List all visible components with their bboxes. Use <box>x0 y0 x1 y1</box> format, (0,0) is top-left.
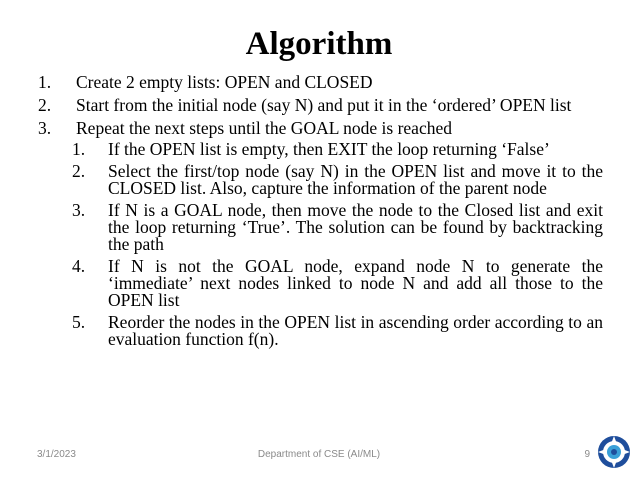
list-item <box>38 119 603 138</box>
slide-title: Algorithm <box>245 26 393 62</box>
step-number: 2. <box>38 95 52 115</box>
sub-list-item <box>72 258 603 309</box>
substep-number: 5. <box>72 312 86 332</box>
substep-number: 4. <box>72 256 86 276</box>
step-text: Start from the initial node (say N) and put it in the ‘ordered’ OPEN list <box>76 95 572 115</box>
algorithm-list <box>38 73 603 353</box>
footer-date: 3/1/2023 <box>37 449 76 460</box>
step-text: Repeat the next steps until the GOAL node is reached <box>76 118 452 138</box>
substep-text: Select the first/top node (say N) in the OPEN list and move it to the CLOSED list. Also, capture the information of the parent node <box>108 161 603 198</box>
sub-list-item <box>72 314 603 348</box>
substep-number: 1. <box>72 139 86 159</box>
substep-text: If the OPEN list is empty, then EXIT the loop returning ‘False’ <box>108 139 550 159</box>
list-item <box>38 73 603 92</box>
substep-text: If N is not the GOAL node, expand node N to generate the ‘immediate’ next nodes linked to node N and add all those to the OPEN list <box>108 256 603 310</box>
sub-list-item <box>72 202 603 253</box>
list-item <box>38 96 603 115</box>
sub-list-item <box>72 163 603 197</box>
substep-text: Reorder the nodes in the OPEN list in ascending order according to an evaluation function f(n). <box>108 312 603 349</box>
substep-text: If N is a GOAL node, then move the node to the Closed list and exit the loop returning ‘True’. The solution can be found by backtracking the path <box>108 200 603 254</box>
substep-number: 3. <box>72 200 86 220</box>
footer-page-number: 9 <box>584 449 590 460</box>
step-text: Create 2 empty lists: OPEN and CLOSED <box>76 72 373 92</box>
sub-list-item <box>72 141 603 158</box>
footer-department: Department of CSE (AI/ML) <box>257 449 381 460</box>
institution-logo-icon <box>596 432 632 472</box>
step-number: 3. <box>38 118 52 138</box>
substep-number: 2. <box>72 161 86 181</box>
step-number: 1. <box>38 72 52 92</box>
